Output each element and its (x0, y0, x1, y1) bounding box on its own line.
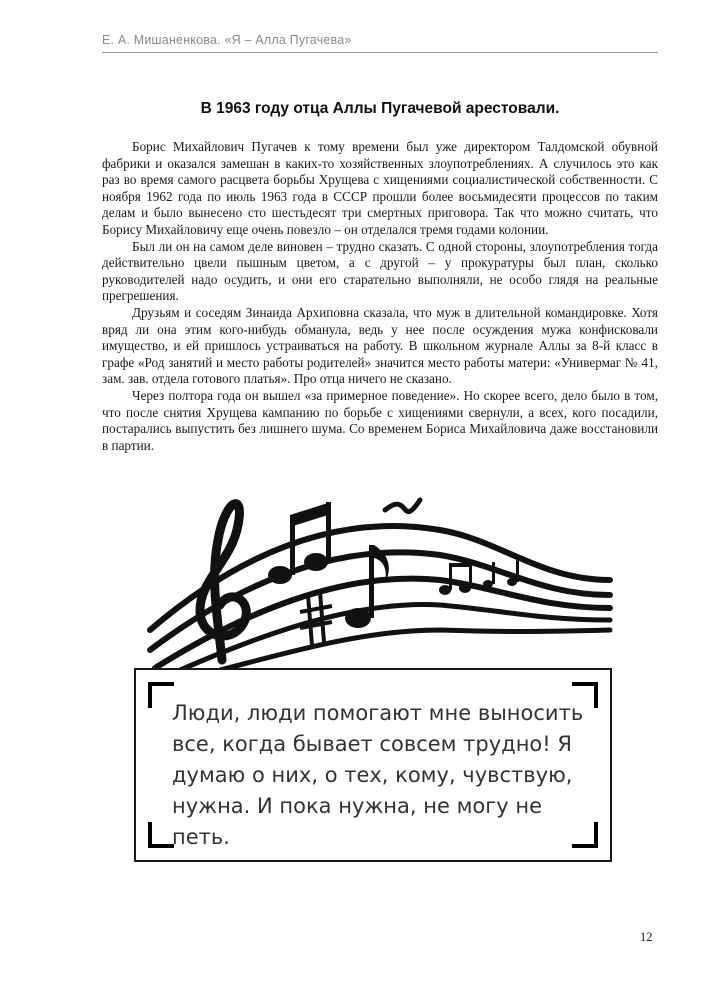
running-header: Е. А. Мишаненкова. «Я – Алла Пугачева» (102, 33, 352, 47)
paragraph: Друзьям и соседям Зинаида Архиповна сказала, что муж в длительной командировке. Хотя вряд ли она этим кого-нибудь обманула, ведь у нее после осуждения мужа конфисковали имущество, и ей пришлось устраиваться на работу. В школьном журнале Аллы за 8-й класс в графе «Род занятий и место работы родителей» значится место работы матери: «Универмаг № 41, зам. зав. отдела готового платья». Про отца ничего не сказано. (102, 304, 658, 387)
header-divider (102, 52, 658, 53)
chapter-title: В 1963 году отца Аллы Пугачевой арестовали. (200, 100, 560, 117)
paragraph: Был ли он на самом деле виновен – трудно сказать. С одной стороны, злоупотребления тогда действительно цвели пышным цветом, а с другой – у прокуратуры был план, сколько руководителей надо осудить, и они его старательно выполняли, не особо глядя на реальные прегрешения. (102, 238, 658, 304)
corner-bracket (148, 682, 174, 708)
music-staff-with-notes-icon (140, 470, 620, 670)
paragraph: Борис Михайлович Пугачев к тому времени был уже директором Талдомской обувной фабрики и оказался замешан в каких-то хозяйственных злоупотреблениях. А случилось это как раз во время самого расцвета борьбы Хрущева с хищениями социалистической собственности. С ноября 1962 года по июль 1963 года в СССР прошли более восьмидесяти процессов по таким делам и было вынесено сто шестьдесят три смертных приговора. Так что можно считать, что Борису Михайловичу еще очень повезло – он отделался тремя годами колонии. (102, 139, 658, 237)
quote-box (134, 668, 612, 862)
page-number: 12 (640, 930, 653, 944)
paragraph: Через полтора года он вышел «за примерное поведение». Но скорее всего, дело было в том, что после снятия Хрущева кампанию по борьбе с хищениями свернули, а всех, кого посадили, постарались выпустить без лишнего шума. Со временем Бориса Михайловича даже восстановили в партии. (102, 387, 658, 453)
corner-bracket (148, 822, 174, 848)
quote-text: Люди, люди помогают мне выносить все, когда бывает совсем трудно! Я думаю о них, о тех, кому, чувствую, нужна. И пока нужна, не могу не петь. (172, 701, 584, 849)
body-text (102, 139, 658, 454)
